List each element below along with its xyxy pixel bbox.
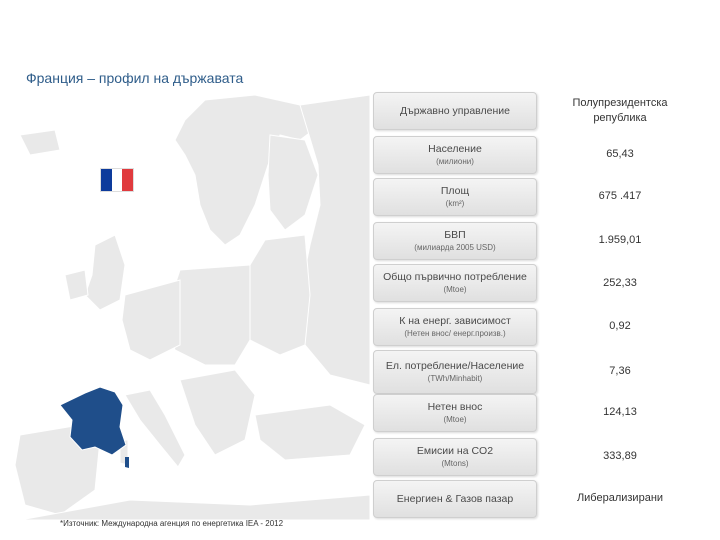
europe-map [0,95,370,520]
label-energy-gas-market-text: Енергиен & Газов пазар [396,492,514,505]
value-electricity-per-capita: 7,36 [609,365,631,377]
label-area-text: Площ [440,184,470,197]
label-energy-dependency [373,308,537,346]
value-area: 675 .417 [598,190,642,202]
map-uk [85,235,125,310]
value-population: 65,43 [606,148,634,160]
value-government: Полупрезидентска република [572,97,668,124]
flag-stripe-red [122,169,133,191]
map-italy [125,390,185,467]
label-population-text: Население [428,142,482,155]
flag-stripe-white [112,169,123,191]
label-net-import [373,394,537,432]
label-population [373,136,537,174]
value-energy-dependency: 0,92 [609,320,631,332]
label-population-unit: (милиони) [436,156,474,166]
value-energy-gas-market: Либерализирани [576,492,664,504]
label-net-import-unit: (Mtoe) [443,414,467,424]
label-energy-gas-market [373,480,537,518]
value-net-import: 124,13 [603,406,637,418]
label-area [373,178,537,216]
label-co2-emissions [373,438,537,476]
flag-stripe-blue [101,169,112,191]
label-gdp-text: БВП [444,228,466,241]
map-eastern-europe [245,235,310,355]
map-balkans [180,370,255,455]
label-co2-emissions-unit: (Mtons) [441,458,469,468]
page-title: Франция – профил на държавата [26,70,244,86]
label-primary-consumption-unit: (Mtoe) [443,284,467,294]
france-flag [100,168,134,192]
value-primary-consumption: 252,33 [603,277,637,289]
label-gdp-unit: (милиарда 2005 USD) [414,242,496,252]
label-electricity-per-capita-text: Ел. потребление/Население [385,359,525,372]
label-government [373,92,537,130]
map-germany [122,280,180,360]
label-electricity-per-capita-unit: (TWh/Minhabit) [427,373,483,383]
value-co2-emissions: 333,89 [603,450,637,462]
label-net-import-text: Нетен внос [427,400,483,413]
label-primary-consumption-text: Общо първично потребление [383,270,527,283]
map-iceland [20,130,60,155]
label-electricity-per-capita [373,350,537,394]
label-primary-consumption [373,264,537,302]
label-government-text: Държавно управление [400,104,510,117]
map-ireland [65,270,88,300]
label-area-unit: (km²) [445,198,465,208]
map-turkey [255,405,365,460]
map-russia [300,95,370,385]
label-energy-dependency-text: К на енерг. зависимост [399,314,511,327]
value-gdp: 1.959,01 [598,234,642,246]
label-energy-dependency-unit: (Нетен внос/ енерг.произв.) [404,328,506,338]
label-gdp [373,222,537,260]
map-corsica [125,457,129,468]
label-co2-emissions-text: Емисии на CO2 [416,444,494,457]
map-finland [268,135,318,230]
source-footnote: *Източник: Международна агенция по енергетика IEA - 2012 [60,519,284,528]
